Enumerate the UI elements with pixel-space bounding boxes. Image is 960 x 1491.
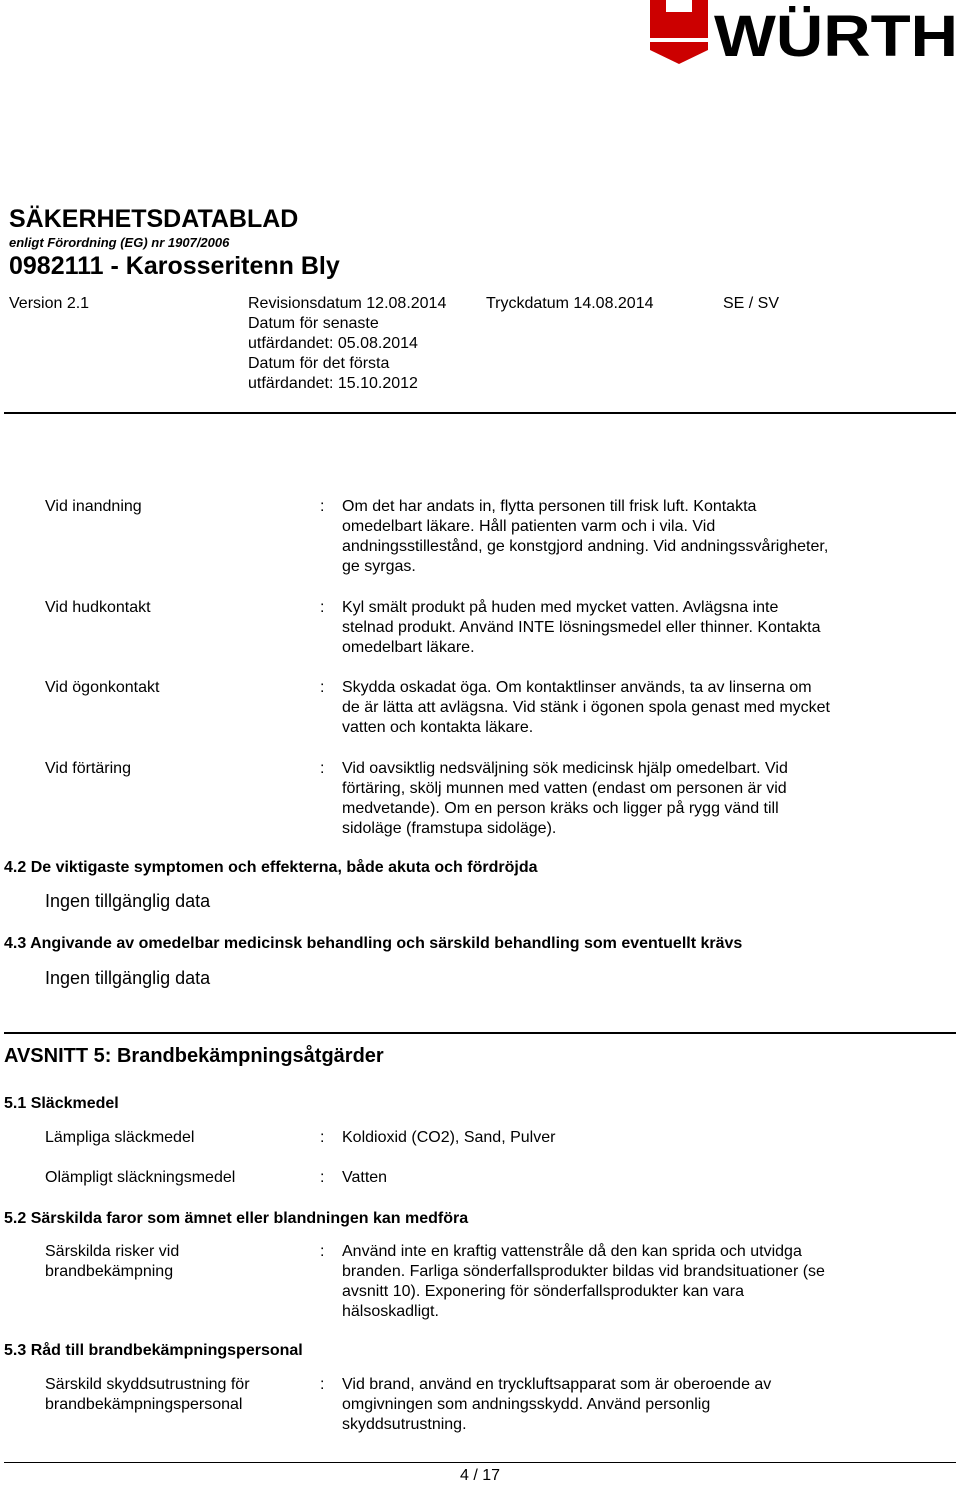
no-data-text: Ingen tillgänglig data: [45, 968, 211, 988]
text-line: stelnad produkt. Använd INTE lösningsmedel eller thinner. Kontakta: [342, 619, 821, 636]
colon-separator: :: [320, 1376, 325, 1393]
document-title: SÄKERHETSDATABLAD: [9, 205, 299, 233]
subsection-heading: 5.3 Råd till brandbekämpningspersonal: [4, 1342, 303, 1359]
wurth-logo-mark: [650, 0, 708, 64]
first-aid-text: [342, 598, 902, 658]
colon-separator: :: [320, 760, 325, 777]
wurth-logo: [648, 0, 960, 70]
footer-divider: [4, 1462, 956, 1463]
text-line: de är lätta att avlägsna. Vid stänk i ögonen spola genast med mycket: [342, 699, 830, 716]
text-line: förtäring, skölj munnen med vatten (endast om personen är vid: [342, 780, 787, 797]
subsection-heading: 5.2 Särskilda faror som ämnet eller blandningen kan medföra: [4, 1210, 469, 1227]
text-line: Använd inte en kraftig vattenstråle då den kan sprida och utvidga: [342, 1243, 802, 1260]
first-aid-label: Vid inandning: [45, 498, 142, 515]
print-date: Tryckdatum 14.08.2014: [486, 295, 654, 312]
subsection-heading: 4.2 De viktigaste symptomen och effekterna, både akuta och fördröjda: [4, 859, 538, 876]
colon-separator: :: [320, 1129, 325, 1146]
text-line: vatten och kontakta läkare.: [342, 719, 534, 736]
label-line: brandbekämpningspersonal: [45, 1396, 243, 1413]
revision-line: Revisionsdatum 12.08.2014: [248, 295, 447, 312]
text-line: sidoläge (framstupa sidoläge).: [342, 820, 557, 837]
section-title: AVSNITT 5: Brandbekämpningsåtgärder: [4, 1045, 384, 1067]
text-line: skyddsutrustning.: [342, 1416, 467, 1433]
colon-separator: :: [320, 599, 325, 616]
field-label: Lämpliga släckmedel: [45, 1129, 195, 1146]
text-line: Om det har andats in, flytta personen till frisk luft. Kontakta: [342, 498, 757, 515]
label-line: Särskilda risker vid: [45, 1243, 180, 1260]
first-aid-label: Vid ögonkontakt: [45, 679, 160, 696]
field-value: [342, 1375, 902, 1435]
text-line: omgivningen som andningsskydd. Använd personlig: [342, 1396, 711, 1413]
no-data-text: Ingen tillgänglig data: [45, 891, 211, 911]
field-label: [45, 1242, 179, 1282]
revision-block: [248, 294, 446, 394]
colon-separator: :: [320, 679, 325, 696]
text-line: ge syrgas.: [342, 558, 416, 575]
label-line: brandbekämpning: [45, 1263, 174, 1280]
revision-line: Datum för senaste: [248, 315, 379, 332]
header-divider: [4, 412, 956, 414]
regulation-subtitle: enligt Förordning (EG) nr 1907/2006: [9, 235, 230, 250]
first-aid-text: [342, 678, 902, 738]
subsection-heading: 4.3 Angivande av omedelbar medicinsk behandling och särskild behandling som eventuellt krävs: [4, 935, 743, 952]
field-label: Olämpligt släckningsmedel: [45, 1169, 236, 1186]
text-line: omedelbart läkare. Håll patienten varm och i vila. Vid: [342, 518, 716, 535]
version-label: Version 2.1: [9, 295, 90, 312]
field-value: Vatten: [342, 1169, 388, 1186]
brand-wordmark: WÜRTH: [714, 4, 958, 69]
text-line: avsnitt 10). Exponering för sönderfallsprodukter kan vara: [342, 1283, 744, 1300]
label-line: Särskild skyddsutrustning för: [45, 1376, 250, 1393]
product-title: 0982111 - Karosseritenn Bly: [9, 252, 340, 280]
text-line: Skydda oskadat öga. Om kontaktlinser används, ta av linserna om: [342, 679, 812, 696]
first-aid-label: Vid hudkontakt: [45, 599, 151, 616]
first-aid-label: Vid förtäring: [45, 760, 131, 777]
text-line: branden. Farliga sönderfallsprodukter bildas vid brandsituationer (se: [342, 1263, 825, 1280]
colon-separator: :: [320, 498, 325, 515]
colon-separator: :: [320, 1169, 325, 1186]
revision-line: utfärdandet: 15.10.2012: [248, 375, 418, 392]
field-label: [45, 1375, 250, 1415]
section-divider: [4, 1032, 956, 1034]
text-line: omedelbart läkare.: [342, 639, 475, 656]
text-line: Vid brand, använd en tryckluftsapparat som är oberoende av: [342, 1376, 772, 1393]
text-line: Kyl smält produkt på huden med mycket vatten. Avlägsna inte: [342, 599, 779, 616]
colon-separator: :: [320, 1243, 325, 1260]
text-line: andningsstillestånd, ge konstgjord andning. Vid andningssvårigheter,: [342, 538, 829, 555]
text-line: Vid oavsiktlig nedsväljning sök medicinsk hjälp omedelbart. Vid: [342, 760, 788, 777]
text-line: medvetande). Om en person kräks och ligger på rygg vänd till: [342, 800, 779, 817]
field-value: Koldioxid (CO2), Sand, Pulver: [342, 1129, 556, 1146]
revision-line: utfärdandet: 05.08.2014: [248, 335, 418, 352]
field-value: [342, 1242, 902, 1322]
first-aid-text: [342, 759, 902, 839]
text-line: hälsoskadligt.: [342, 1303, 439, 1320]
revision-line: Datum för det första: [248, 355, 390, 372]
page-number: 4 / 17: [459, 1467, 501, 1484]
first-aid-text: [342, 497, 902, 577]
subsection-heading: 5.1 Släckmedel: [4, 1095, 119, 1112]
locale-label: SE / SV: [723, 295, 780, 312]
